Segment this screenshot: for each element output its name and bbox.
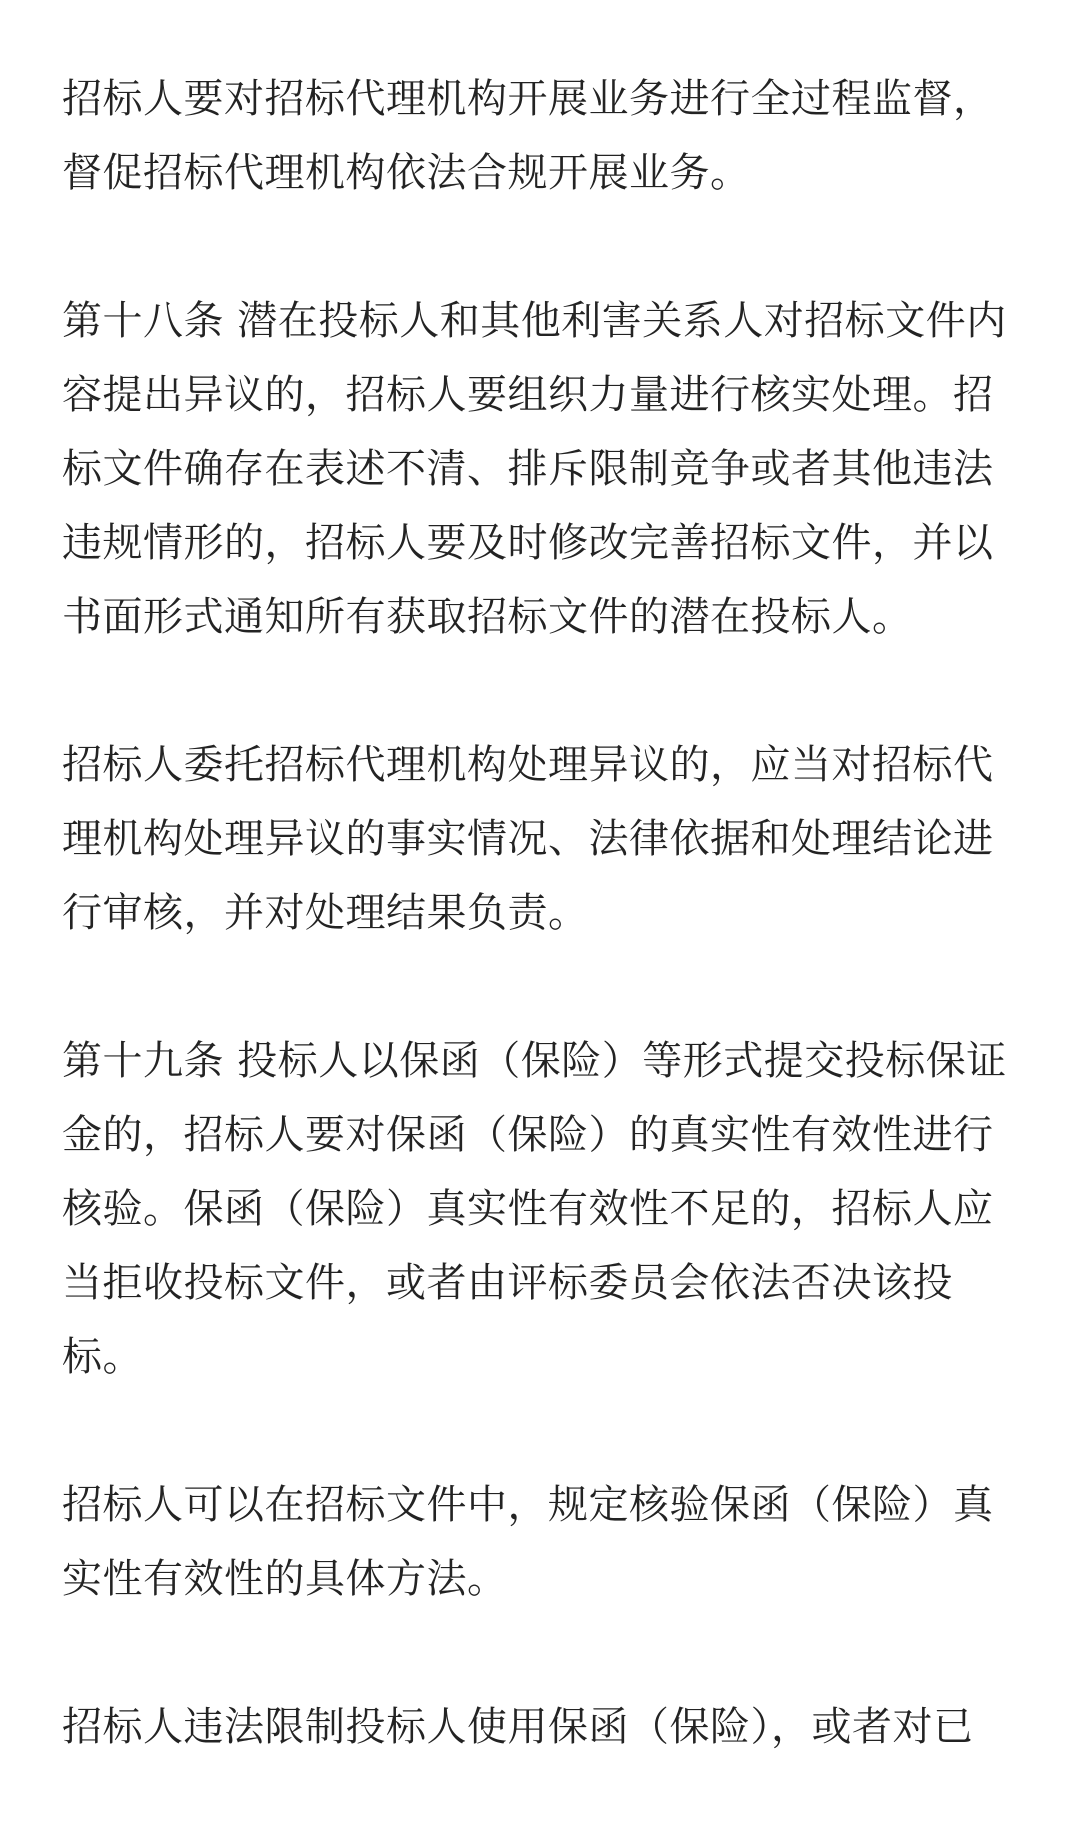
text-line: 招标人可以在招标文件中，规定核验保函（保险）真 (62, 1482, 994, 1528)
text-line: 第十九条 投标人以保函（保险）等形式提交投标保证 (62, 1038, 1007, 1084)
text-line: 标文件确存在表述不清、排斥限制竞争或者其他违法 (62, 446, 994, 492)
text-line: 招标人要对招标代理机构开展业务进行全过程监督， (62, 76, 994, 122)
paragraph-article-18 (62, 284, 1022, 654)
paragraph-supervision (62, 62, 1022, 210)
text-line: 容提出异议的，招标人要组织力量进行核实处理。招 (62, 372, 994, 418)
text-line: 招标人委托招标代理机构处理异议的，应当对招标代 (62, 742, 994, 788)
text-line: 书面形式通知所有获取招标文件的潜在投标人。 (62, 594, 913, 640)
text-line: 理机构处理异议的事实情况、法律依据和处理结论进 (62, 816, 994, 862)
paragraph-illegal-restriction (62, 1690, 1022, 1764)
text-line: 金的，招标人要对保函（保险）的真实性有效性进行 (62, 1112, 994, 1158)
text-line: 第十八条 潜在投标人和其他利害关系人对招标文件内 (62, 298, 1007, 344)
paragraph-verification-method (62, 1468, 1022, 1616)
text-line: 督促招标代理机构依法合规开展业务。 (62, 150, 751, 196)
paragraph-objection-handling (62, 728, 1022, 950)
text-line: 实性有效性的具体方法。 (62, 1556, 508, 1602)
text-line: 当拒收投标文件，或者由评标委员会依法否决该投 (62, 1260, 953, 1306)
text-line: 标。 (62, 1334, 143, 1380)
text-line: 行审核，并对处理结果负责。 (62, 890, 589, 936)
text-line: 招标人违法限制投标人使用保函（保险），或者对已 (62, 1704, 974, 1750)
paragraph-article-19 (62, 1024, 1022, 1394)
text-line: 违规情形的，招标人要及时修改完善招标文件，并以 (62, 520, 994, 566)
text-line: 核验。保函（保险）真实性有效性不足的，招标人应 (62, 1186, 994, 1232)
article-body (62, 62, 1022, 1838)
